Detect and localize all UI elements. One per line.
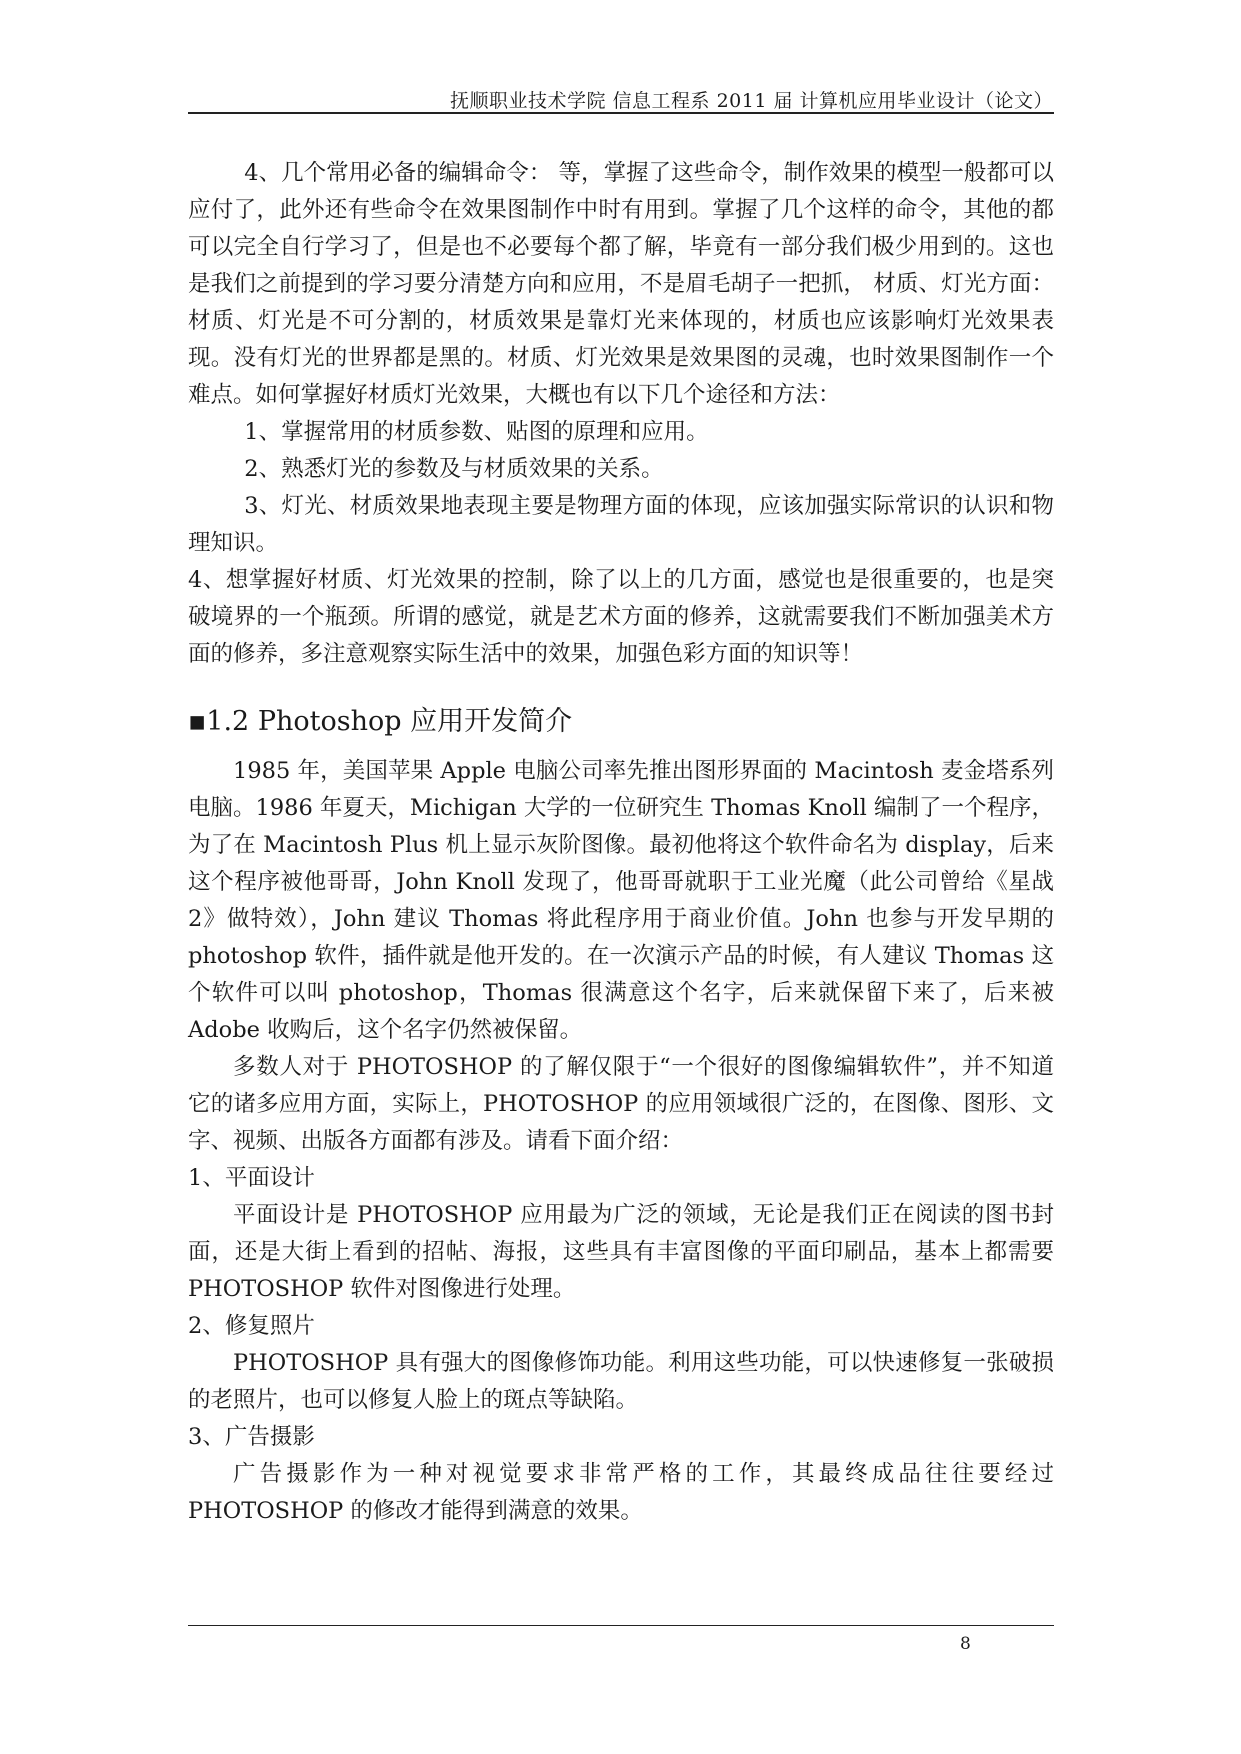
list-item-feeling: 4、想掌握好材质、灯光效果的控制，除了以上的几方面，感觉也是很重要的，也是突破境界的一个瓶颈。所谓的感觉，就是艺术方面的修养，这就需要我们不断加强美术方面的修养，多注意观察实际生活中的效果，加强色彩方面的知识等！ bbox=[188, 567, 1054, 667]
item-title-photo-repair: 2、修复照片 bbox=[188, 1313, 315, 1339]
item-body-ad-photography: 广告摄影作为一种对视觉要求非常严格的工作，其最终成品往往要经过 PHOTOSHOP 的修改才能得到满意的效果。 bbox=[188, 1461, 1054, 1524]
page-number: 8 bbox=[960, 1634, 971, 1654]
item-title-ad-photography: 3、广告摄影 bbox=[188, 1424, 315, 1450]
paragraph-applications: 多数人对于 PHOTOSHOP 的了解仅限于“一个很好的图像编辑软件”，并不知道它的诸多应用方面，实际上，PHOTOSHOP 的应用领域很广泛的，在图像、图形、文字、视频、出版各方面都有涉及。请看下面介绍： bbox=[188, 1054, 1054, 1154]
item-body-photo-repair: PHOTOSHOP 具有强大的图像修饰功能。利用这些功能，可以快速修复一张破损的老照片，也可以修复人脸上的斑点等缺陷。 bbox=[188, 1350, 1054, 1413]
page-body bbox=[188, 155, 1054, 1530]
list-item-material-params: 1、掌握常用的材质参数、贴图的原理和应用。 bbox=[244, 419, 709, 445]
list-item-physics: 3、灯光、材质效果地表现主要是物理方面的体现，应该加强实际常识的认识和物理知识。 bbox=[188, 493, 1054, 556]
section-heading: ▪1.2 Photoshop 应用开发简介 bbox=[188, 706, 573, 737]
footer-rule bbox=[188, 1625, 1054, 1626]
header-rule bbox=[188, 112, 1054, 114]
list-item-light-params: 2、熟悉灯光的参数及与材质效果的关系。 bbox=[244, 456, 664, 482]
paragraph-edit-commands: 4、几个常用必备的编辑命令： 等，掌握了这些命令，制作效果的模型一般都可以应付了，此外还有些命令在效果图制作中时有用到。掌握了几个这样的命令，其他的都可以完全自行学习了，但是也不必要每个都了解，毕竟有一部分我们极少用到的。这也是我们之前提到的学习要分清楚方向和应用，不是眉毛胡子一把抓， 材质、灯光方面：材质、灯光是不可分割的，材质效果是靠灯光来体现的，材质也应该影响灯光效果表现。没有灯光的世界都是黑的。材质、灯光效果是效果图的灵魂，也时效果图制作一个难点。如何掌握好材质灯光效果，大概也有以下几个途径和方法： bbox=[188, 160, 1054, 408]
item-body-graphic-design: 平面设计是 PHOTOSHOP 应用最为广泛的领域，无论是我们正在阅读的图书封面，还是大街上看到的招帖、海报，这些具有丰富图像的平面印刷品，基本上都需要 PHOTOSHOP 软件对图像进行处理。 bbox=[188, 1202, 1054, 1302]
paragraph-history: 1985 年，美国苹果 Apple 电脑公司率先推出图形界面的 Macintosh 麦金塔系列电脑。1986 年夏天，Michigan 大学的一位研究生 Thomas Knoll 编制了一个程序，为了在 Macintosh Plus 机上显示灰阶图像。最初他将这个软件命名为 display，后来这个程序被他哥哥，John Knoll 发现了，他哥哥就职于工业光魔（此公司曾给《星战 2》做特效），John 建议 Thomas 将此程序用于商业价值。John 也参与开发早期的 photoshop 软件，插件就是他开发的。在一次演示产品的时候，有人建议 Thomas 这个软件可以叫 photoshop，Thomas 很满意这个名字，后来就保留下来了，后来被 Adobe 收购后，这个名字仍然被保留。 bbox=[188, 758, 1054, 1043]
item-title-graphic-design: 1、平面设计 bbox=[188, 1165, 315, 1191]
running-header: 抚顺职业技术学院 信息工程系 2011 届 计算机应用毕业设计（论文） bbox=[449, 90, 1053, 112]
